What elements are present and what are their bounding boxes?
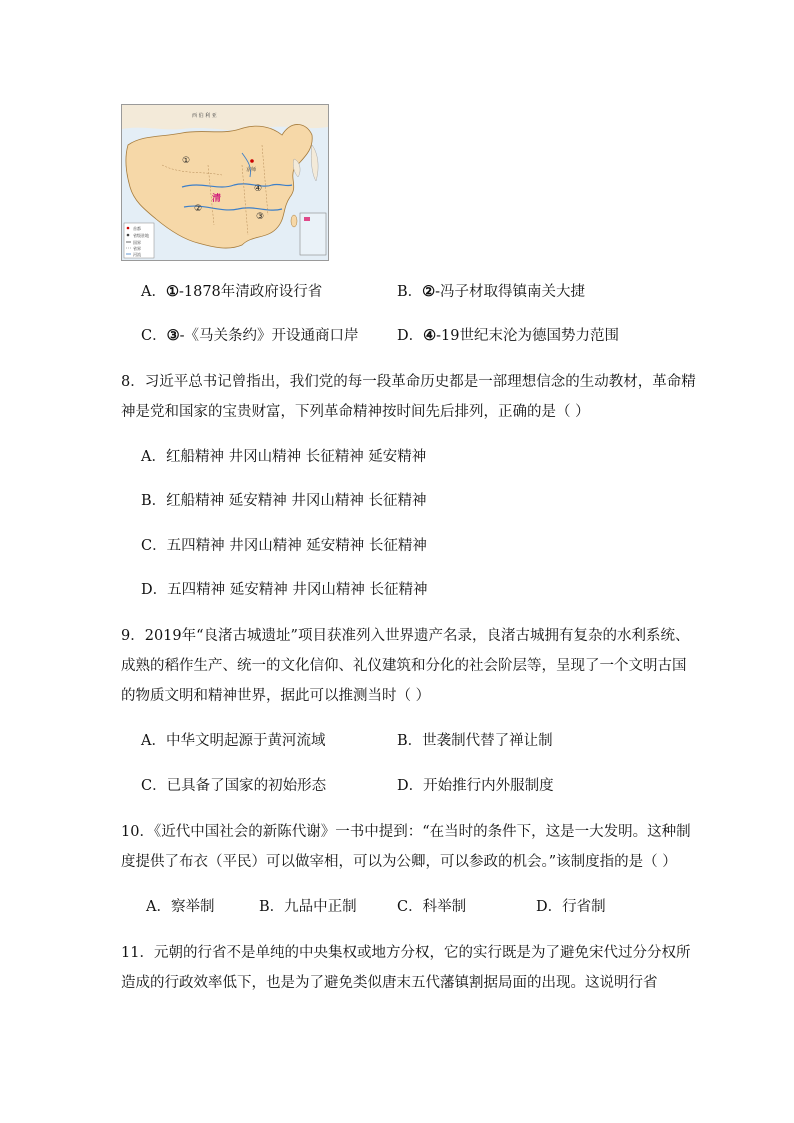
q9-stem: 9．2019年“良渚古城遗址”项目获准列入世界遗产名录，良渚古城拥有复杂的水利系统、 成熟的稻作生产、统一的文化信仰、礼仪建筑和分化的社会阶层等，呈现了一个文明古国 的物质文明和精神世界，据此可以推测当时（ ） bbox=[121, 628, 690, 704]
capital-marker bbox=[250, 159, 254, 163]
map-marker-2: ② bbox=[194, 204, 203, 214]
legend-item: 国界 bbox=[133, 240, 141, 245]
q10-option-d[interactable]: D．行省制 bbox=[536, 899, 606, 915]
q11-stem: 11．元朝的行省不是单纯的中央集权或地方分权，它的实行既是为了避免宋代过分分权所 造成的行政效率低下，也是为了避免类似唐末五代藩镇割据局面的出现。这说明行省 bbox=[121, 945, 691, 991]
legend-item: 省界 bbox=[133, 246, 141, 251]
map-region-label: 清 bbox=[212, 194, 222, 204]
legend-item: 首都 bbox=[133, 226, 141, 231]
q9-option-a[interactable]: A．中华文明起源于黄河流域 bbox=[141, 733, 326, 749]
q8-option-b[interactable]: B．红船精神 延安精神 井冈山精神 长征精神 bbox=[141, 493, 427, 509]
legend-item: 省级驻地 bbox=[133, 233, 149, 238]
q8-option-c[interactable]: C．五四精神 井冈山精神 延安精神 长征精神 bbox=[141, 538, 427, 554]
q9-option-c[interactable]: C．已具备了国家的初始形态 bbox=[141, 778, 327, 794]
q8-option-d[interactable]: D．五四精神 延安精神 井冈山精神 长征精神 bbox=[141, 582, 428, 598]
q9-option-d[interactable]: D．开始推行内外服制度 bbox=[397, 778, 554, 794]
map-graphic bbox=[122, 105, 328, 260]
map-marker-4: ④ bbox=[254, 184, 263, 194]
q10-option-c[interactable]: C．科举制 bbox=[397, 899, 467, 915]
q8-stem: 8．习近平总书记曾指出，我们党的每一段革命历史都是一部理想信念的生动教材，革命精 神是党和国家的宝贵财富，下列革命精神按时间先后排列，正确的是（ ） bbox=[121, 374, 696, 420]
map-city-label: 京师 bbox=[246, 167, 257, 173]
q10-stem: 10．《近代中国社会的新陈代谢》一书中提到：“在当时的条件下，这是一大发明。这种制 度提供了布衣（平民）可以做宰相，可以为公卿，可以参政的机会。”该制度指的是（ ） bbox=[121, 824, 691, 870]
qing-dynasty-map bbox=[121, 104, 329, 261]
q8-option-a[interactable]: A．红船精神 井冈山精神 长征精神 延安精神 bbox=[141, 449, 427, 465]
map-marker-3: ③ bbox=[256, 212, 265, 222]
q10-option-a[interactable]: A．察举制 bbox=[146, 899, 215, 915]
q7-option-b[interactable]: B．②-冯子材取得镇南关大捷 bbox=[397, 283, 586, 300]
q10-option-b[interactable]: B．九品中正制 bbox=[259, 899, 357, 915]
q9-option-b[interactable]: B．世袭制代替了禅让制 bbox=[397, 733, 553, 749]
q7-option-d[interactable]: D．④-19世纪末沦为德国势力范围 bbox=[397, 327, 619, 344]
q7-option-c[interactable]: C．③-《马关条约》开设通商口岸 bbox=[141, 327, 359, 344]
q7-option-a[interactable]: A．①-1878年清政府设行省 bbox=[141, 283, 323, 300]
map-marker-1: ① bbox=[182, 156, 191, 166]
legend-item: 河流 bbox=[133, 252, 141, 257]
map-top-label: 西 伯 利 亚 bbox=[192, 113, 217, 119]
